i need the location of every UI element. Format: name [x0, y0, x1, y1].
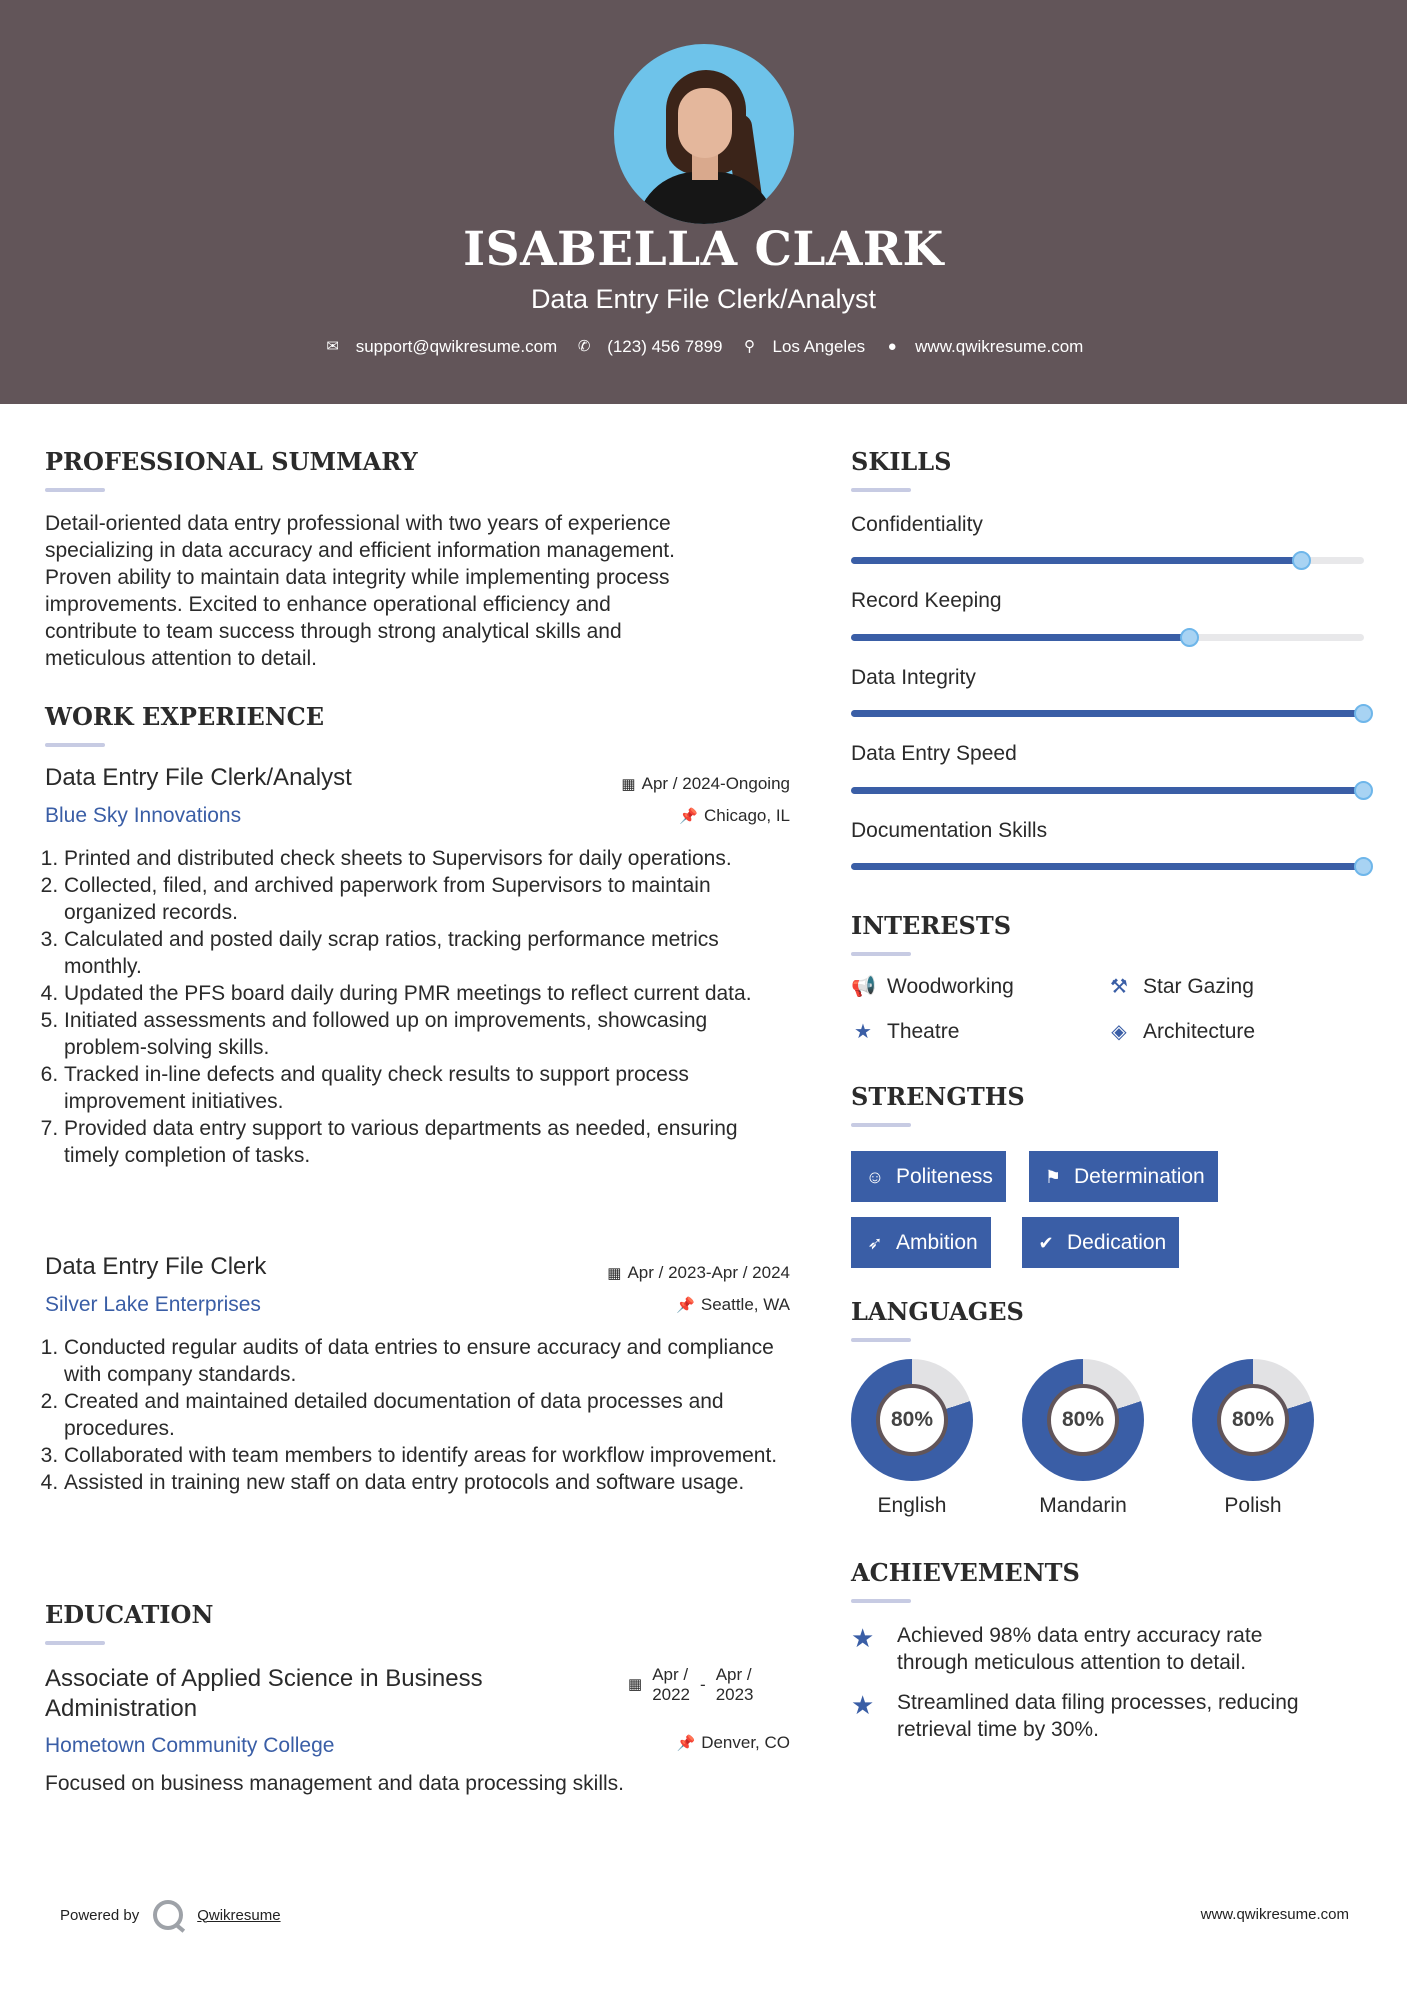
- achievement-item: ★ Achieved 98% data entry accuracy rate through meticulous attention to detail.: [851, 1623, 1263, 1674]
- shooting-star-icon: ★: [851, 1623, 875, 1653]
- skill-label: Record Keeping: [851, 589, 1002, 612]
- megaphone-icon: 📢: [851, 976, 876, 998]
- skill-bar: [851, 787, 1364, 794]
- list-item: 4. Assisted in training new staff on data entry protocols and software usage.: [64, 1469, 785, 1496]
- envelope-icon: ✉: [326, 338, 339, 355]
- interest-item: ◈ Architecture: [1107, 1020, 1255, 1044]
- list-item: 2. Collected, filed, and archived paperwork from Supervisors to maintain organized records.: [64, 872, 785, 926]
- skill-bar: [851, 634, 1364, 641]
- degree-title: Associate of Applied Science in Business Administration: [45, 1665, 483, 1722]
- strength-badge: ☺ Politeness: [851, 1151, 1006, 1202]
- job-dates: ▦ Apr / 2024-Ongoing: [621, 774, 790, 793]
- star-icon: ★: [854, 1021, 872, 1043]
- strengths-heading: STRENGTHS: [851, 1082, 1025, 1111]
- list-item: 4. Updated the PFS board daily during PMR meetings to reflect current data.: [64, 980, 785, 1007]
- language-ring: [1022, 1359, 1144, 1481]
- skill-label: Confidentiality: [851, 513, 983, 536]
- section-underline: [851, 1338, 911, 1342]
- globe-icon: ●: [887, 338, 897, 355]
- job-bullets: [45, 845, 785, 1169]
- pushpin-icon: 📌: [676, 1297, 695, 1314]
- contact-phone[interactable]: ✆ (123) 456 7899: [575, 337, 722, 357]
- summary-text: Detail-oriented data entry professional with two years of experience specializing in data accuracy and efficient information management. Proven ability to maintain data integrity while implementing process improvements. Excited to enhance operational efficiency and contribute to team success through strong analytical skills and meticulous attention to detail.: [45, 512, 675, 670]
- list-item: 6. Tracked in-line defects and quality check results to support process improvement initiatives.: [64, 1061, 785, 1115]
- language-percent: 80%: [1217, 1384, 1289, 1456]
- experience-heading: WORK EXPERIENCE: [45, 702, 325, 731]
- check-circle-icon: ✔: [1038, 1232, 1054, 1253]
- section-underline: [851, 952, 911, 956]
- section-underline: [851, 1599, 911, 1603]
- language-gauge: [1191, 1359, 1315, 1481]
- strength-badge: ➶ Ambition: [851, 1217, 991, 1268]
- list-item: 3. Calculated and posted daily scrap ratios, tracking performance metrics monthly.: [64, 926, 785, 980]
- skill-knob: [1354, 781, 1373, 800]
- job-bullets: [45, 1334, 785, 1496]
- education-dates: ▦ Apr / 2022 - Apr / 2023: [628, 1665, 754, 1704]
- candidate-name: ISABELLA CLARK: [463, 222, 944, 277]
- skill-label: Data Integrity: [851, 666, 976, 689]
- language-ring: [1192, 1359, 1314, 1481]
- shooting-star-icon: ★: [851, 1690, 875, 1720]
- skill-bar: [851, 710, 1364, 717]
- gavel-icon: ⚒: [1110, 976, 1128, 998]
- skills-heading: SKILLS: [851, 447, 952, 476]
- language-label: English: [877, 1494, 947, 1517]
- skill-knob: [1354, 857, 1373, 876]
- job-location: 📌 Seattle, WA: [676, 1295, 790, 1314]
- section-underline: [45, 1641, 105, 1645]
- contact-location: ⚲ Los Angeles: [741, 337, 866, 357]
- education-description: Focused on business management and data processing skills.: [45, 1772, 624, 1795]
- skill-bar: [851, 863, 1364, 870]
- achievements-heading: ACHIEVEMENTS: [851, 1558, 1080, 1587]
- ticket-icon: ◈: [1111, 1021, 1127, 1043]
- pushpin-icon: 📌: [679, 808, 698, 825]
- calendar-icon: ▦: [621, 776, 636, 793]
- strength-badge: ✔ Dedication: [1022, 1217, 1179, 1268]
- education-location: 📌 Denver, CO: [676, 1733, 790, 1752]
- language-label: Mandarin: [1039, 1494, 1127, 1517]
- interest-item: 📢 Woodworking: [851, 975, 1014, 998]
- achievement-item: ★ Streamlined data filing processes, reducing retrieval time by 30%.: [851, 1690, 1299, 1741]
- list-item: 1. Printed and distributed check sheets to Supervisors for daily operations.: [64, 845, 785, 872]
- section-underline: [851, 1123, 911, 1127]
- language-label: Polish: [1224, 1494, 1282, 1517]
- flag-icon: ⚑: [1044, 1166, 1062, 1187]
- list-item: 1. Conducted regular audits of data entries to ensure accuracy and compliance with company standards.: [64, 1334, 785, 1388]
- skill-knob: [1354, 704, 1373, 723]
- calendar-icon: ▦: [607, 1265, 622, 1282]
- strength-badge: ⚑ Determination: [1029, 1151, 1218, 1202]
- smile-icon: ☺: [865, 1166, 885, 1187]
- job-dates: ▦ Apr / 2023-Apr / 2024: [607, 1263, 790, 1282]
- calendar-icon: ▦: [628, 1676, 643, 1693]
- skill-knob: [1180, 628, 1199, 647]
- list-item: 7. Provided data entry support to various departments as needed, ensuring timely completion of tasks.: [64, 1115, 785, 1169]
- language-percent: 80%: [876, 1384, 948, 1456]
- skill-bar: [851, 557, 1364, 564]
- job-title: Data Entry File Clerk/Analyst: [45, 764, 352, 791]
- skill-knob: [1292, 551, 1311, 570]
- candidate-title: Data Entry File Clerk/Analyst: [530, 284, 877, 314]
- skill-label: Documentation Skills: [851, 819, 1048, 842]
- qwikresume-logo-icon: [153, 1900, 183, 1930]
- footer-powered-by: Powered by Qwikresume: [60, 1900, 281, 1930]
- section-underline: [45, 488, 105, 492]
- resume-header: [0, 0, 1407, 404]
- pushpin-icon: 📌: [676, 1735, 696, 1752]
- section-underline: [45, 743, 105, 747]
- rocket-icon: ➶: [867, 1232, 883, 1253]
- phone-icon: ✆: [577, 338, 591, 355]
- education-heading: EDUCATION: [45, 1600, 214, 1629]
- contact-email[interactable]: ✉ support@qwikresume.com: [324, 337, 558, 357]
- contact-website[interactable]: ● www.qwikresume.com: [883, 337, 1083, 357]
- skill-label: Data Entry Speed: [851, 742, 1017, 765]
- job-company: Silver Lake Enterprises: [45, 1293, 261, 1316]
- language-gauge: [1021, 1359, 1145, 1481]
- languages-heading: LANGUAGES: [851, 1297, 1024, 1326]
- school-name: Hometown Community College: [45, 1734, 335, 1757]
- list-item: 2. Created and maintained detailed documentation of data processes and procedures.: [64, 1388, 785, 1442]
- summary-heading: PROFESSIONAL SUMMARY: [45, 447, 418, 476]
- job-company: Blue Sky Innovations: [45, 804, 242, 827]
- interests-heading: INTERESTS: [851, 911, 1012, 940]
- job-title: Data Entry File Clerk: [45, 1253, 267, 1280]
- footer-brand-link[interactable]: Qwikresume: [197, 1906, 281, 1924]
- section-underline: [851, 488, 911, 492]
- job-location: 📌 Chicago, IL: [679, 806, 790, 825]
- language-ring: [851, 1359, 973, 1481]
- interest-item: ⚒ Star Gazing: [1107, 975, 1254, 999]
- footer-website-link[interactable]: www.qwikresume.com: [1200, 1906, 1349, 1923]
- language-gauge: [850, 1359, 974, 1481]
- contact-bar: [0, 337, 1407, 357]
- profile-photo: [614, 44, 794, 224]
- list-item: 5. Initiated assessments and followed up on improvements, showcasing problem-solving skills.: [64, 1007, 785, 1061]
- map-pin-icon: ⚲: [744, 338, 756, 355]
- list-item: 3. Collaborated with team members to identify areas for workflow improvement.: [64, 1442, 785, 1469]
- interest-item: ★ Theatre: [851, 1020, 959, 1044]
- language-percent: 80%: [1047, 1384, 1119, 1456]
